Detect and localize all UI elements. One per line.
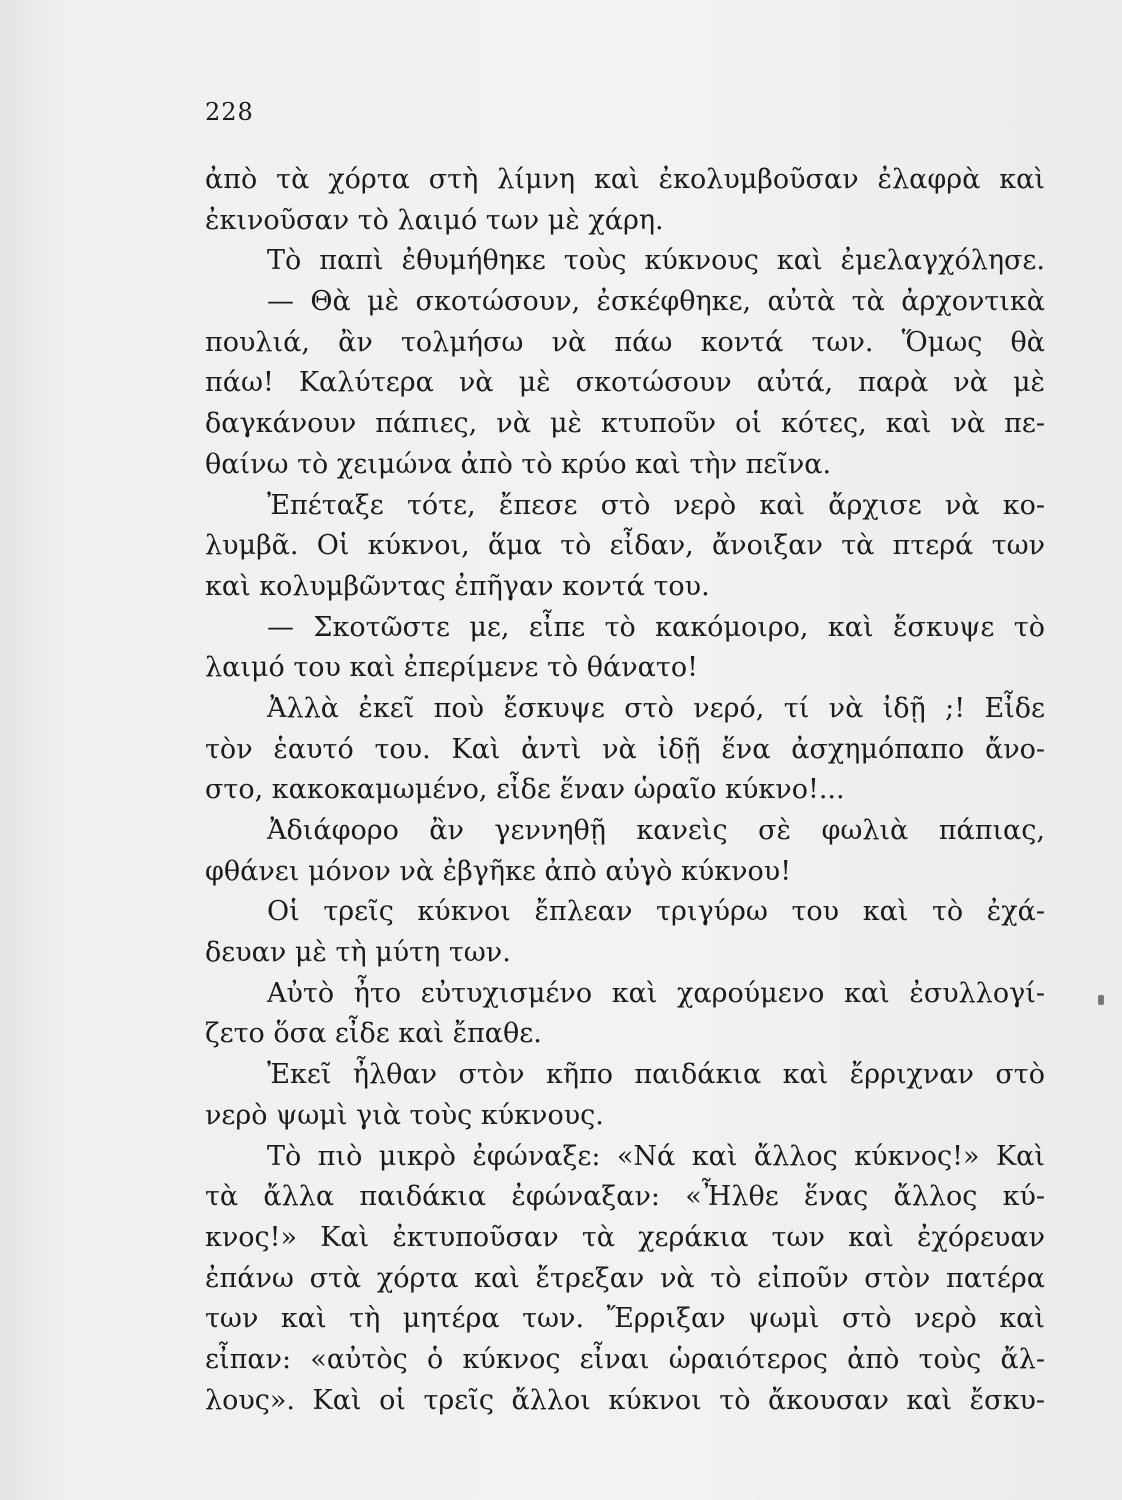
text-line: ζετο ὅσα εἶδε καὶ ἔπαθε. bbox=[205, 1018, 542, 1050]
text-line: λους». Καὶ οἱ τρεῖς ἄλλοι κύκνοι τὸ ἄκουσαν καὶ ἔσκυ- bbox=[205, 1384, 1045, 1416]
text-line: κνος!» Καὶ ἐκτυποῦσαν τὰ χεράκια των καὶ ἐχόρευαν bbox=[205, 1221, 1045, 1253]
body-text bbox=[205, 160, 1045, 1421]
page-number: 228 bbox=[205, 98, 254, 126]
text-line: Ἐκεῖ ἦλθαν στὸν κῆπο παιδάκια καὶ ἔρριχναν στὸ bbox=[267, 1059, 1045, 1091]
margin-speck bbox=[1098, 995, 1104, 1005]
text-line: τὸν ἑαυτό του. Καὶ ἀντὶ νὰ ἰδῇ ἕνα ἀσχημόπαπο ἄνο- bbox=[205, 733, 1045, 765]
text-line: Ἐπέταξε τότε, ἔπεσε στὸ νερὸ καὶ ἄρχισε νὰ κο- bbox=[267, 489, 1045, 521]
text-line: πάω! Καλύτερα νὰ μὲ σκοτώσουν αὐτά, παρὰ νὰ μὲ bbox=[205, 367, 1045, 399]
text-line: καὶ κολυμβῶντας ἐπῆγαν κοντά του. bbox=[205, 570, 710, 602]
text-line: ἀπὸ τὰ χόρτα στὴ λίμνη καὶ ἐκολυμβοῦσαν ἐλαφρὰ καὶ bbox=[205, 164, 1045, 195]
text-line: φθάνει μόνον νὰ ἐβγῆκε ἀπὸ αὐγὸ κύκνου! bbox=[205, 855, 792, 887]
text-line: Οἱ τρεῖς κύκνοι ἔπλεαν τριγύρω του καὶ τὸ ἐχά- bbox=[267, 896, 1045, 928]
text-line: ἐκινοῦσαν τὸ λαιμό των μὲ χάρη. bbox=[205, 204, 664, 236]
text-line: δευαν μὲ τὴ μύτη των. bbox=[205, 937, 511, 969]
text-line: τὰ ἄλλα παιδάκια ἐφώναξαν: «Ἦλθε ἕνας ἄλλος κύ- bbox=[205, 1181, 1045, 1213]
text-line: στο, κακοκαμωμένο, εἶδε ἕναν ὡραῖο κύκνο!... bbox=[205, 774, 845, 806]
text-line: Ἀλλὰ ἐκεῖ ποὺ ἔσκυψε στὸ νερό, τί νὰ ἰδῇ ;! Εἶδε bbox=[267, 692, 1045, 724]
text-line: — Θὰ μὲ σκοτώσουν, ἐσκέφθηκε, αὐτὰ τὰ ἀρχοντικὰ bbox=[267, 286, 1045, 318]
text-line: δαγκάνουν πάπιες, νὰ μὲ κτυποῦν οἱ κότες, καὶ νὰ πε- bbox=[205, 408, 1045, 440]
text-line: λυμβᾶ. Οἱ κύκνοι, ἅμα τὸ εἶδαν, ἄνοιξαν τὰ πτερά των bbox=[205, 530, 1045, 562]
text-line: Αὐτὸ ἦτο εὐτυχισμένο καὶ χαρούμενο καὶ ἐσυλλογί- bbox=[267, 977, 1045, 1009]
text-line: εἶπαν: «αὐτὸς ὁ κύκνος εἶναι ὡραιότερος ἀπὸ τοὺς ἄλ- bbox=[205, 1343, 1045, 1375]
text-line: νερὸ ψωμὶ γιὰ τοὺς κύκνους. bbox=[205, 1099, 604, 1131]
text-line: ἐπάνω στὰ χόρτα καὶ ἔτρεξαν νὰ τὸ εἰποῦν στὸν πατέρα bbox=[205, 1262, 1045, 1294]
text-line: θαίνω τὸ χειμώνα ἀπὸ τὸ κρύο καὶ τὴν πεῖνα. bbox=[205, 448, 832, 480]
text-line: — Σκοτῶστε με, εἶπε τὸ κακόμοιρο, καὶ ἔσκυψε τὸ bbox=[267, 611, 1045, 643]
text-line: λαιμό του καὶ ἐπερίμενε τὸ θάνατο! bbox=[205, 652, 698, 684]
text-line: Τὸ παπὶ ἐθυμήθηκε τοὺς κύκνους καὶ ἐμελαγχόλησε. bbox=[267, 245, 1045, 277]
text-line: πουλιά, ἂν τολμήσω νὰ πάω κοντά των. Ὅμως θὰ bbox=[205, 326, 1045, 358]
text-line: Ἀδιάφορο ἂν γεννηθῇ κανεὶς σὲ φωλιὰ πάπιας, bbox=[267, 815, 1045, 846]
text-line: των καὶ τὴ μητέρα των. Ἔρριξαν ψωμὶ στὸ νερὸ καὶ bbox=[205, 1303, 1045, 1335]
text-line: Τὸ πιὸ μικρὸ ἐφώναξε: «Νά καὶ ἄλλος κύκνος!» Καὶ bbox=[267, 1140, 1045, 1172]
